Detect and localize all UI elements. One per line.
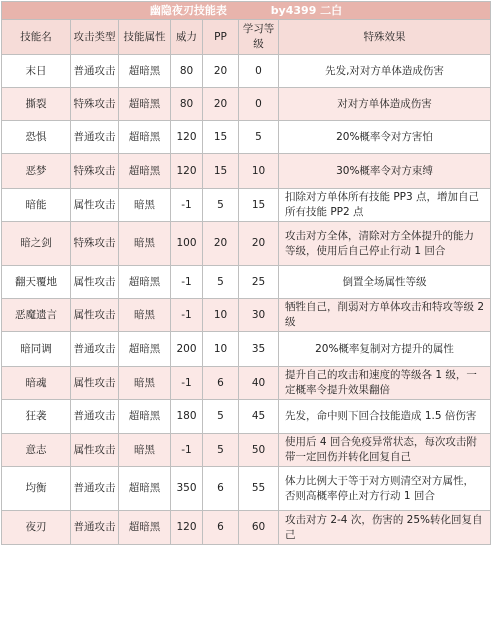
attack-type-cell: 普通攻击 (71, 55, 119, 88)
skill-table (1, 1, 491, 545)
power-cell: 120 (171, 511, 203, 545)
learn-level-cell: 30 (239, 299, 279, 332)
table-title-author: by4399 二白 (270, 4, 343, 17)
pp-cell: 20 (203, 222, 239, 266)
learn-level-cell: 15 (239, 189, 279, 222)
table-row (2, 189, 491, 222)
pp-cell: 10 (203, 332, 239, 367)
skill-name-cell: 意志 (2, 434, 71, 467)
attack-type-cell: 普通攻击 (71, 467, 119, 511)
power-cell: -1 (171, 367, 203, 400)
attack-type-cell: 属性攻击 (71, 266, 119, 299)
pp-cell: 20 (203, 88, 239, 121)
table-row (2, 511, 491, 545)
power-cell: -1 (171, 299, 203, 332)
skill-name-cell: 暗魂 (2, 367, 71, 400)
special-effect-cell: 倒置全场属性等级 (279, 266, 491, 299)
attack-type-cell: 特殊攻击 (71, 88, 119, 121)
header-pp: PP (203, 20, 239, 55)
special-effect-cell: 使用后 4 回合免疫异常状态，每次攻击附带一定回伤并转化回复自己 (279, 434, 491, 467)
power-cell: 180 (171, 400, 203, 434)
attack-type-cell: 属性攻击 (71, 434, 119, 467)
skill-attribute-cell: 暗黑 (119, 189, 171, 222)
header-special-effect: 特殊效果 (279, 20, 491, 55)
learn-level-cell: 55 (239, 467, 279, 511)
special-effect-cell: 提升自己的攻击和速度的等级各 1 级，一定概率令提升效果翻倍 (279, 367, 491, 400)
pp-cell: 6 (203, 467, 239, 511)
skill-name-cell: 翻天覆地 (2, 266, 71, 299)
attack-type-cell: 普通攻击 (71, 511, 119, 545)
learn-level-cell: 25 (239, 266, 279, 299)
skill-attribute-cell: 超暗黑 (119, 55, 171, 88)
special-effect-cell: 20%概率令对方害怕 (279, 121, 491, 154)
attack-type-cell: 属性攻击 (71, 367, 119, 400)
header-row (2, 20, 491, 55)
power-cell: -1 (171, 266, 203, 299)
table-body (2, 55, 491, 545)
header-skill-name: 技能名 (2, 20, 71, 55)
attack-type-cell: 普通攻击 (71, 400, 119, 434)
title-row (2, 2, 491, 20)
pp-cell: 5 (203, 400, 239, 434)
pp-cell: 15 (203, 154, 239, 189)
table-row (2, 55, 491, 88)
header-learn-level: 学习等级 (239, 20, 279, 55)
learn-level-cell: 10 (239, 154, 279, 189)
skill-attribute-cell: 暗黑 (119, 222, 171, 266)
skill-name-cell: 狂袭 (2, 400, 71, 434)
table-row (2, 266, 491, 299)
header-attack-type: 攻击类型 (71, 20, 119, 55)
table-row (2, 299, 491, 332)
power-cell: 80 (171, 88, 203, 121)
header-skill-attribute: 技能属性 (119, 20, 171, 55)
pp-cell: 20 (203, 55, 239, 88)
attack-type-cell: 普通攻击 (71, 332, 119, 367)
power-cell: -1 (171, 434, 203, 467)
attack-type-cell: 属性攻击 (71, 189, 119, 222)
skill-attribute-cell: 暗黑 (119, 434, 171, 467)
skill-attribute-cell: 超暗黑 (119, 266, 171, 299)
learn-level-cell: 20 (239, 222, 279, 266)
header-power: 威力 (171, 20, 203, 55)
power-cell: 100 (171, 222, 203, 266)
table-row (2, 154, 491, 189)
table-row (2, 400, 491, 434)
table-row (2, 121, 491, 154)
special-effect-cell: 20%概率复制对方提升的属性 (279, 332, 491, 367)
pp-cell: 5 (203, 266, 239, 299)
special-effect-cell: 对对方单体造成伤害 (279, 88, 491, 121)
special-effect-cell: 攻击对方全体，清除对方全体提升的能力等级，使用后自己停止行动 1 回合 (279, 222, 491, 266)
attack-type-cell: 属性攻击 (71, 299, 119, 332)
table-title-main: 幽隐夜刃技能表 (149, 4, 227, 17)
power-cell: 200 (171, 332, 203, 367)
skill-attribute-cell: 暗黑 (119, 367, 171, 400)
pp-cell: 5 (203, 434, 239, 467)
skill-name-cell: 恶魔遗言 (2, 299, 71, 332)
power-cell: 80 (171, 55, 203, 88)
learn-level-cell: 0 (239, 88, 279, 121)
learn-level-cell: 45 (239, 400, 279, 434)
skill-name-cell: 末日 (2, 55, 71, 88)
table-title (2, 2, 491, 20)
table-row (2, 467, 491, 511)
attack-type-cell: 特殊攻击 (71, 154, 119, 189)
learn-level-cell: 5 (239, 121, 279, 154)
learn-level-cell: 35 (239, 332, 279, 367)
skill-name-cell: 撕裂 (2, 88, 71, 121)
table-row (2, 367, 491, 400)
table-row (2, 434, 491, 467)
attack-type-cell: 特殊攻击 (71, 222, 119, 266)
table-row (2, 222, 491, 266)
skill-attribute-cell: 超暗黑 (119, 88, 171, 121)
special-effect-cell: 先发,对对方单体造成伤害 (279, 55, 491, 88)
skill-table-container (1, 1, 490, 545)
skill-name-cell: 暗同调 (2, 332, 71, 367)
special-effect-cell: 攻击对方 2-4 次，伤害的 25%转化回复自己 (279, 511, 491, 545)
power-cell: 120 (171, 154, 203, 189)
skill-attribute-cell: 超暗黑 (119, 154, 171, 189)
special-effect-cell: 扣除对方单体所有技能 PP3 点，增加自己所有技能 PP2 点 (279, 189, 491, 222)
skill-name-cell: 恶梦 (2, 154, 71, 189)
power-cell: -1 (171, 189, 203, 222)
special-effect-cell: 30%概率令对方束缚 (279, 154, 491, 189)
table-row (2, 332, 491, 367)
skill-attribute-cell: 超暗黑 (119, 467, 171, 511)
learn-level-cell: 50 (239, 434, 279, 467)
power-cell: 120 (171, 121, 203, 154)
skill-attribute-cell: 超暗黑 (119, 121, 171, 154)
attack-type-cell: 普通攻击 (71, 121, 119, 154)
skill-attribute-cell: 暗黑 (119, 299, 171, 332)
special-effect-cell: 牺牲自己，削弱对方单体攻击和特攻等级 2 级 (279, 299, 491, 332)
learn-level-cell: 0 (239, 55, 279, 88)
pp-cell: 6 (203, 367, 239, 400)
table-row (2, 88, 491, 121)
power-cell: 350 (171, 467, 203, 511)
pp-cell: 15 (203, 121, 239, 154)
special-effect-cell: 先发，命中则下回合技能造成 1.5 倍伤害 (279, 400, 491, 434)
skill-attribute-cell: 超暗黑 (119, 332, 171, 367)
skill-name-cell: 均衡 (2, 467, 71, 511)
skill-attribute-cell: 超暗黑 (119, 400, 171, 434)
pp-cell: 6 (203, 511, 239, 545)
skill-name-cell: 恐惧 (2, 121, 71, 154)
pp-cell: 5 (203, 189, 239, 222)
skill-name-cell: 夜刃 (2, 511, 71, 545)
skill-attribute-cell: 超暗黑 (119, 511, 171, 545)
pp-cell: 10 (203, 299, 239, 332)
skill-name-cell: 暗之剑 (2, 222, 71, 266)
learn-level-cell: 40 (239, 367, 279, 400)
special-effect-cell: 体力比例大于等于对方则清空对方属性，否则高概率停止对方行动 1 回合 (279, 467, 491, 511)
learn-level-cell: 60 (239, 511, 279, 545)
skill-name-cell: 暗能 (2, 189, 71, 222)
